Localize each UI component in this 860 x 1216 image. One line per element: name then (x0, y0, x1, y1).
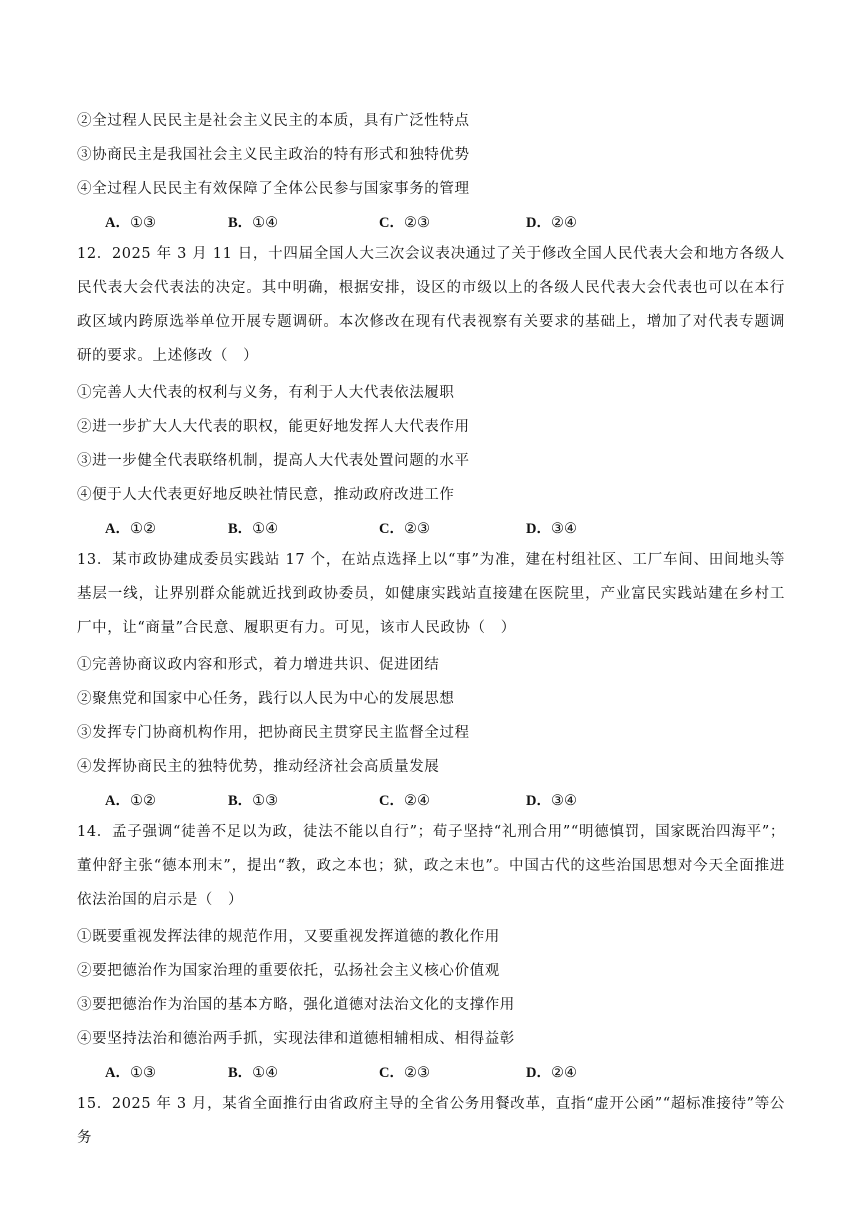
choice-value: ②③ (403, 215, 430, 231)
choice-letter: A． (105, 521, 130, 537)
choice-value: ③④ (550, 521, 577, 537)
q14-option-1: ①既要重视发挥法律的规范作用，又要重视发挥道德的教化作用 (77, 929, 500, 945)
choice-value: ②④ (550, 215, 577, 231)
q12-choice-a (105, 519, 156, 539)
choice-value: ①② (129, 521, 156, 537)
q14-stem: 14．孟子强调“徒善不足以为政，徒法不能以自行”；荀子坚持“礼刑合用”“明德慎罚，国家既治四海平”；董仲舒主张“德本刑末”，提出“教，政之本也；狱，政之末也”。中国古代的这些治国思想对今天全面推进依法治国的启示是（ ） (77, 824, 785, 908)
q13-stem: 13．某市政协建成委员实践站 17 个，在站点选择上以“事”为准，建在村组社区、工厂车间、田间地头等基层一线，让界别群众能就近找到政协委员，如健康实践站直接建在医院里，产业富民实践站建在乡村工厂中，让“商量”合民意、履职更有力。可见，该市人民政协（ ） (77, 552, 785, 636)
choice-value: ②③ (403, 1065, 430, 1081)
q12-choice-d (526, 519, 577, 539)
q13-option-1: ①完善协商议政内容和形式，着力增进共识、促进团结 (77, 657, 440, 673)
q13-choice-d (526, 791, 577, 811)
choice-letter: C． (379, 1065, 404, 1081)
choice-value: ②④ (550, 1065, 577, 1081)
choice-value: ②④ (403, 793, 430, 809)
q13-choices (105, 791, 785, 811)
q13-choice-c (379, 791, 430, 811)
q14-choice-b (228, 1063, 278, 1083)
q12-choice-b (228, 519, 278, 539)
q11-choice-a (105, 213, 156, 233)
q13-choice-b (228, 791, 278, 811)
q11-choice-b (228, 213, 278, 233)
q13-option-2: ②聚焦党和国家中心任务，践行以人民为中心的发展思想 (77, 691, 455, 707)
q14-choice-d (526, 1063, 577, 1083)
q11-choice-d (526, 213, 577, 233)
q12-option-1: ①完善人大代表的权利与义务，有利于人大代表依法履职 (77, 385, 455, 401)
q11-option-2: ②全过程人民民主是社会主义民主的本质，具有广泛性特点 (77, 113, 470, 129)
choice-letter: D． (526, 793, 551, 809)
q11-option-3: ③协商民主是我国社会主义民主政治的特有形式和独特优势 (77, 147, 470, 163)
choice-letter: A． (105, 215, 130, 231)
choice-letter: D． (526, 215, 551, 231)
choice-letter: B． (228, 521, 253, 537)
choice-value: ③④ (550, 793, 577, 809)
q11-choices (105, 213, 785, 233)
choice-letter: C． (379, 793, 404, 809)
choice-letter: D． (526, 1065, 551, 1081)
q13-choice-a (105, 791, 156, 811)
q11-option-4: ④全过程人民民主有效保障了全体公民参与国家事务的管理 (77, 181, 470, 197)
choice-value: ②③ (403, 521, 430, 537)
q12-option-4: ④便于人大代表更好地反映社情民意，推动政府改进工作 (77, 487, 455, 503)
q14-choices (105, 1063, 785, 1083)
q14-option-2: ②要把德治作为国家治理的重要依托，弘扬社会主义核心价值观 (77, 963, 500, 979)
q12-option-2: ②进一步扩大人大代表的职权，能更好地发挥人大代表作用 (77, 419, 470, 435)
choice-letter: A． (105, 1065, 130, 1081)
q12-choices (105, 519, 785, 539)
q14-option-4: ④要坚持法治和德治两手抓，实现法律和道德相辅相成、相得益彰 (77, 1031, 515, 1047)
choice-value: ①④ (252, 215, 279, 231)
q12-stem: 12．2025 年 3 月 11 日，十四届全国人大三次会议表决通过了关于修改全国人民代表大会和地方各级人民代表大会代表法的决定。其中明确，根据安排，设区的市级以上的各级人民代表大会代表也可以在本行政区域内跨原选举单位开展专题调研。本次修改在现有代表视察有关要求的基础上，增加了对代表专题调研的要求。上述修改（ ） (77, 246, 785, 364)
q14-choice-c (379, 1063, 430, 1083)
choice-letter: B． (228, 1065, 253, 1081)
q14-choice-a (105, 1063, 156, 1083)
q12-option-3: ③进一步健全代表联络机制，提高人大代表处置问题的水平 (77, 453, 470, 469)
choice-letter: C． (379, 521, 404, 537)
choice-letter: B． (228, 793, 253, 809)
q14-option-3: ③要把德治作为治国的基本方略，强化道德对法治文化的支撑作用 (77, 997, 515, 1013)
choice-letter: C． (379, 215, 404, 231)
choice-letter: B． (228, 215, 253, 231)
q15-stem: 15．2025 年 3 月，某省全面推行由省政府主导的全省公务用餐改革，直指“虚开公函”“超标准接待”等公务 (77, 1096, 785, 1146)
choice-value: ①③ (129, 1065, 156, 1081)
choice-letter: A． (105, 793, 130, 809)
q13-option-3: ③发挥专门协商机构作用，把协商民主贯穿民主监督全过程 (77, 725, 470, 741)
choice-value: ①④ (252, 1065, 279, 1081)
choice-value: ①④ (252, 521, 279, 537)
q11-choice-c (379, 213, 430, 233)
choice-value: ①② (129, 793, 156, 809)
q12-choice-c (379, 519, 430, 539)
choice-value: ①③ (252, 793, 279, 809)
choice-value: ①③ (129, 215, 156, 231)
choice-letter: D． (526, 521, 551, 537)
q13-option-4: ④发挥协商民主的独特优势，推动经济社会高质量发展 (77, 759, 440, 775)
